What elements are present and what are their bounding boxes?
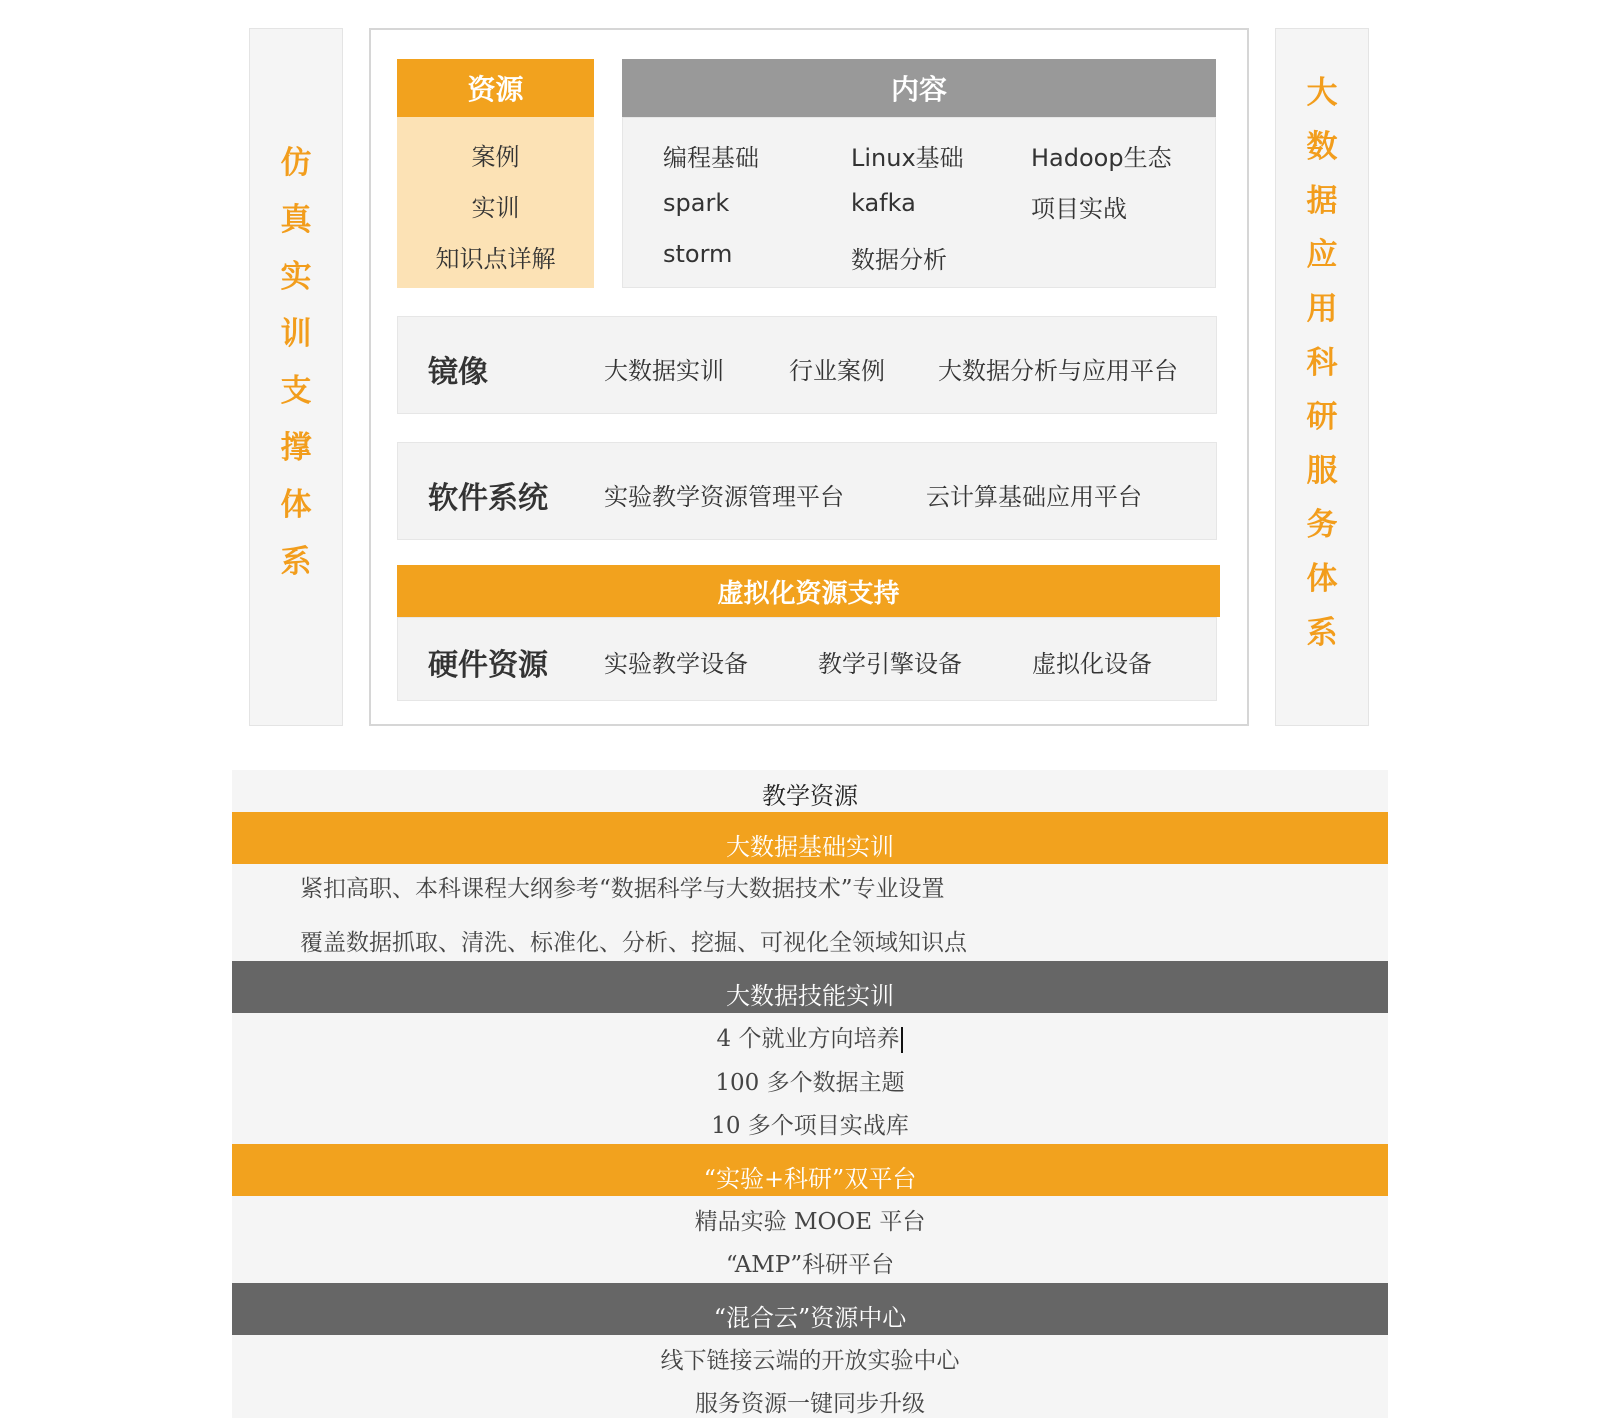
section-line-text: 4 个就业方向培养	[716, 1026, 900, 1052]
content-item: storm	[663, 240, 733, 268]
software-item: 云计算基础应用平台	[926, 483, 1142, 511]
right-char: 体	[1306, 561, 1338, 597]
content-item: 编程基础	[663, 144, 759, 172]
mirror-item: 大数据分析与应用平台	[938, 357, 1178, 385]
hardware-row	[397, 617, 1217, 701]
left-char: 真	[280, 202, 312, 238]
section-line: 100 多个数据主题	[715, 1070, 905, 1096]
right-char: 系	[1306, 615, 1338, 651]
left-char: 撑	[280, 430, 312, 466]
mirror-row	[397, 316, 1217, 414]
content-item: 项目实战	[1031, 195, 1127, 223]
right-char: 数	[1306, 129, 1338, 165]
section-line: 线下链接云端的开放实验中心	[660, 1348, 960, 1374]
right-char: 科	[1306, 345, 1338, 381]
left-char: 系	[280, 544, 312, 580]
hardware-item: 虚拟化设备	[1032, 650, 1152, 678]
content-item: spark	[663, 189, 730, 217]
teaching-title: 教学资源	[762, 782, 858, 810]
content-item: Linux基础	[851, 144, 964, 172]
hardware-item: 实验教学设备	[604, 650, 748, 678]
resource-item: 案例	[471, 143, 520, 171]
section-line: 精品实验 MOOE 平台	[694, 1209, 926, 1235]
resource-item: 实训	[471, 194, 520, 222]
right-char: 研	[1306, 399, 1338, 435]
section-header: 大数据技能实训	[232, 961, 1388, 1013]
section-line: “AMP”科研平台	[725, 1252, 895, 1278]
mirror-item: 行业案例	[789, 357, 885, 385]
section-line: 10 多个项目实战库	[711, 1113, 909, 1139]
mirror-label: 镜像	[428, 355, 488, 390]
software-item: 实验教学资源管理平台	[604, 483, 844, 511]
right-char: 据	[1306, 183, 1338, 219]
software-row	[397, 442, 1217, 540]
content-header: 内容	[622, 59, 1216, 117]
content-item: kafka	[851, 189, 916, 217]
resources-list	[397, 117, 594, 288]
resource-item: 知识点详解	[435, 245, 556, 273]
right-panel-text	[1276, 77, 1368, 650]
section-line	[232, 1020, 1388, 1053]
left-char: 训	[280, 316, 312, 352]
hardware-item: 教学引擎设备	[818, 650, 962, 678]
left-panel-text	[250, 147, 342, 579]
software-label: 软件系统	[428, 481, 548, 516]
right-char: 大	[1306, 75, 1338, 111]
right-char: 服	[1306, 453, 1338, 489]
text-caret	[901, 1027, 903, 1053]
content-grid	[622, 117, 1216, 288]
left-char: 实	[280, 259, 312, 295]
content-item: Hadoop生态	[1031, 144, 1172, 172]
left-char: 体	[280, 487, 312, 523]
hardware-label: 硬件资源	[428, 648, 548, 683]
teaching-resources	[232, 770, 1388, 1418]
right-char: 用	[1306, 291, 1338, 327]
left-side-panel	[249, 28, 343, 726]
right-char: 应	[1306, 237, 1338, 273]
left-char: 支	[280, 373, 312, 409]
resources-header: 资源	[397, 59, 594, 117]
right-char: 务	[1306, 507, 1338, 543]
right-side-panel	[1275, 28, 1369, 726]
mirror-item: 大数据实训	[604, 357, 724, 385]
section-header: “实验+科研”双平台	[232, 1144, 1388, 1196]
section-header: “混合云”资源中心	[232, 1283, 1388, 1335]
section-header: 大数据基础实训	[232, 812, 1388, 864]
section-line: 覆盖数据抓取、清洗、标准化、分析、挖掘、可视化全领域知识点	[300, 930, 967, 956]
section-line: 紧扣高职、本科课程大纲参考“数据科学与大数据技术”专业设置	[300, 876, 945, 902]
left-char: 仿	[280, 145, 312, 181]
content-item: 数据分析	[851, 246, 947, 274]
virtualization-bar: 虚拟化资源支持	[397, 565, 1220, 617]
section-line: 服务资源一键同步升级	[695, 1391, 925, 1417]
